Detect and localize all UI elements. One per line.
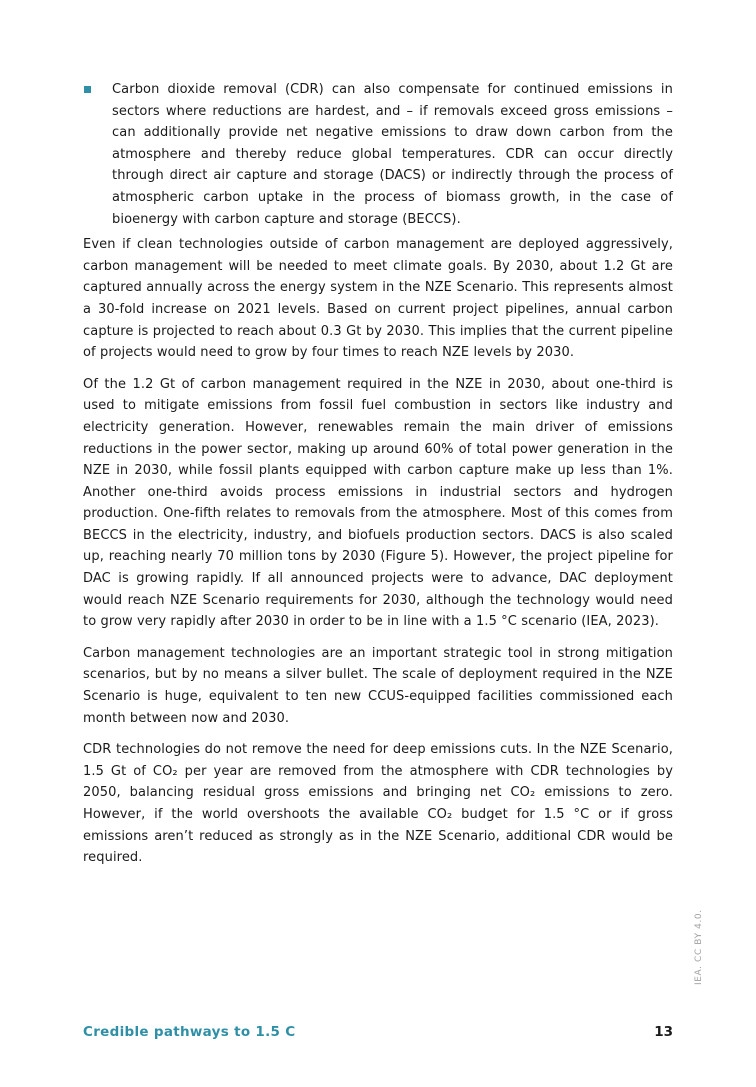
license-watermark: IEA. CC BY 4.0. xyxy=(694,909,704,985)
bullet-text: Carbon dioxide removal (CDR) can also compensate for continued emissions in sectors where reductions are hardest, and – if removals exceed gross emissions – can additionally provide net negative emissions to draw down carbon from the atmosphere and thereby reduce global temperatures. CDR can occur directly through direct air capture and storage (DACS) or indirectly through the process of atmospheric carbon uptake in the process of biomass growth, in the case of bioenergy with carbon capture and storage (BECCS). xyxy=(112,82,673,227)
document-body xyxy=(83,79,673,879)
square-bullet-icon xyxy=(84,86,91,93)
paragraph-carbon-management-need: Even if clean technologies outside of carbon management are deployed aggressively, carbon management will be needed to meet climate goals. By 2030, about 1.2 Gt are captured annually across the energy system in the NZE Scenario. This represents almost a 30-fold increase on 2021 levels. Based on current project pipelines, annual carbon capture is projected to reach about 0.3 Gt by 2030. This implies that the current pipeline of projects would need to grow by four times to reach NZE levels by 2030. xyxy=(83,237,673,361)
bullet-item xyxy=(83,79,673,230)
footer-title: Credible pathways to 1.5 C xyxy=(83,1024,296,1040)
page-number: 13 xyxy=(654,1024,673,1040)
paragraph-cdr-emissions-cuts: CDR technologies do not remove the need for deep emissions cuts. In the NZE Scenario, 1.5 Gt of CO₂ per year are removed from the atmosphere with CDR technologies by 2050, balancing residual gross emissions and bringing net CO₂ emissions to zero. However, if the world overshoots the available CO₂ budget for 1.5 °C or if gross emissions aren’t reduced as strongly as in the NZE Scenario, additional CDR would be required. xyxy=(83,742,673,866)
paragraph-carbon-management-breakdown: Of the 1.2 Gt of carbon management required in the NZE in 2030, about one-third is used to mitigate emissions from fossil fuel combustion in sectors like industry and electricity generation. However, renewables remain the main driver of emissions reductions in the power sector, making up around 60% of total power generation in the NZE in 2030, while fossil plants equipped with carbon capture make up less than 1%. Another one-third avoids process emissions in industrial sectors and hydrogen production. One-fifth relates to removals from the atmosphere. Most of this comes from BECCS in the electricity, industry, and biofuels production sectors. DACS is also scaled up, reaching nearly 70 million tons by 2030 (Figure 5). However, the project pipeline for DAC is growing rapidly. If all announced projects were to advance, DAC deployment would reach NZE Scenario requirements for 2030, although the technology would need to grow very rapidly after 2030 in order to be in line with a 1.5 °C scenario (IEA, 2023). xyxy=(83,376,673,630)
paragraph-strategic-tool: Carbon management technologies are an important strategic tool in strong mitigation scenarios, but by no means a silver bullet. The scale of deployment required in the NZE Scenario is huge, equivalent to ten new CCUS-equipped facilities commissioned each month between now and 2030. xyxy=(83,645,673,726)
